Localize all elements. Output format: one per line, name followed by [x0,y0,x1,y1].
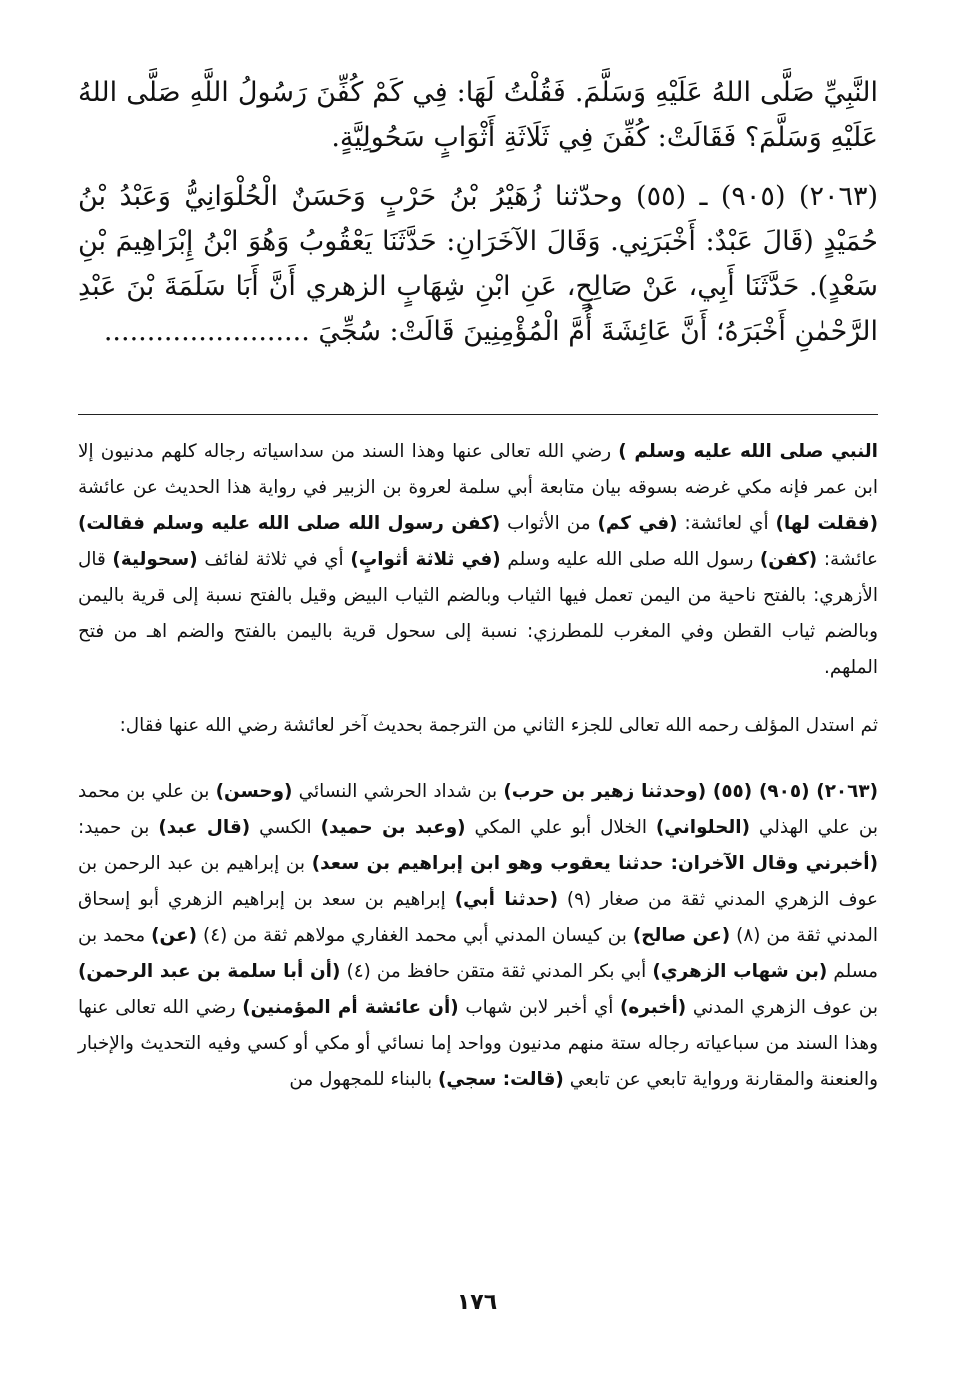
commentary-bold-quote: (في ثلاثة أثوابٍ) [350,549,501,570]
commentary-bold-quote: (كفن) [759,549,818,570]
commentary-paragraph-1 [78,434,878,686]
commentary-bold-quote: (أن عائشة أم المؤمنين) [242,997,459,1018]
commentary-text: محمد بن مسلم [78,925,878,982]
commentary-text: من الأثواب [500,513,598,534]
commentary-text: عائشة: [817,549,878,570]
commentary-bold-quote: النبي صلى الله عليه وسلم ) [618,441,878,462]
commentary-bold-quote: (حدثنا أبي) [454,889,558,910]
commentary-bold-quote: (٢٠٦٣) (٩٠٥) (٥٥) (وحدثنا زهير بن حرب) [503,781,879,802]
commentary-text: أي في ثلاثة لفائف [197,549,351,570]
footnote-divider [78,414,878,415]
hadith-paragraph-1: النَّبِيِّ صَلَّى اللهُ عَلَيْهِ وَسَلَّمَ. فَقُلْتُ لَهَا: فِي كَمْ كُفِّنَ رَسُولُ اللَّهِ صَلَّى اللهُ عَلَيْهِ وَسَلَّمَ؟ فَقَالَتْ: كُفِّنَ فِي ثَلَاثَةِ أَثْوَابٍ سَحُولِيَّةٍ. [78,77,878,153]
commentary-text: رسول الله صلى الله عليه وسلم [500,549,760,570]
commentary-bold-quote: (الحلواني) [655,817,751,838]
commentary-bold-quote: (أخبرني وقال الآخران: حدثنا يعقوب وهو ابن إبراهيم بن سعد) [311,853,878,874]
commentary-bold-quote: (سحولية) [112,549,198,570]
commentary-bold-quote: (بن شهاب الزهري) [652,961,828,982]
commentary-bold-quote: (في كم) [597,513,678,534]
commentary-text: بن إبراهيم بن عبد الرحمن بن عوف الزهري المدني ثقة من صغار (٩) [78,853,878,910]
commentary-text: أبي بكر المدني ثقة متقن حافظ من (٤) [340,961,653,982]
page-number: ١٧٦ [456,1290,498,1315]
commentary-bold-quote: (عن صالح) [632,925,731,946]
commentary-text: رضي الله تعالى عنها وهذا السند من سداسياته رجاله كلهم مدنيون إلا ابن عمر فإنه مكي غرضه بسوقه بيان متابعة أبي سلمة لعروة بن الزبير في رواية هذا الحديث عن عائشة [78,441,878,498]
commentary-text: ثم استدل المؤلف رحمه الله تعالى للجزء الثاني من الترجمة بحديث آخر لعائشة رضي الله عنها فقال: [119,715,878,736]
commentary-bold-quote: (كفن رسول الله صلى الله عليه وسلم فقالت) [78,513,501,534]
hadith-paragraph-2: (٢٠٦٣) (٩٠٥) ـ (٥٥) وحدّثنا زُهَيْرُ بْنُ حَرْبٍ وَحَسَنٌ الْحُلْوَانِيُّ وَعَبْدُ بْنُ حُمَيْدٍ (قَالَ عَبْدٌ: أَخْبَرَنِي. وَقَالَ الآخَرَانِ: حَدَّثَنَا يَعْقُوبُ وَهُوَ ابْنُ إِبْرَاهِيمَ بْنِ سَعْدٍ). حَدَّثَنَا أَبِي، عَنْ صَالِحٍ، عَنِ ابْنِ شِهَابٍ الزهري أَنَّ أَبَا سَلَمَةَ بْنَ عَبْدِ الرَّحْمٰنِ أَخْبَرَهُ؛ أَنَّ عَائِشَةَ أُمَّ الْمُؤْمِنِينَ قَالَتْ: سُجِّيَ ........................ [78,181,878,347]
commentary-bold-quote: (وحسن) [215,781,293,802]
commentary-text: رضي الله تعالى عنها وهذا السند من سباعياته رجاله ستة منهم مدنيون وواحد إما نسائي أو مكي أو كسي وفيه التحديث والإخبار والعنعنة والمقارنة ورواية تابعي عن تابعي [78,997,878,1090]
commentary-bold-quote: (قال عبد) [158,817,251,838]
commentary-text: بالبناء للمجهول من [289,1069,438,1090]
commentary-text: بن شداد الحرشي النسائي [292,781,504,802]
commentary [78,434,878,1098]
commentary-text: إبراهيم بن سعد بن إبراهيم الزهري أبو إسحاق المدني ثقة من (٨) [78,889,878,946]
commentary-text: قال الأزهري: بالفتح ناحية من اليمن تعمل فيها الثياب وبالضم الثياب البيض وقيل بالفتح نسبة إلى قرية باليمن وبالضم ثياب القطن وفي المغرب للمطرزي: نسبة إلى سحول قرية باليمن بالفتح والضم اهـ من فتح الملهم. [78,549,878,678]
commentary-paragraph-2 [78,708,878,744]
hadith-text [78,70,878,354]
commentary-text: الخلال أبو علي المكي [465,817,656,838]
commentary-bold-quote: (فقلت لها) [775,513,879,534]
commentary-paragraph-3 [78,774,878,1098]
commentary-text: بن كيسان المدني أبي محمد الغفاري مولاهم ثقة من (٤) [197,925,633,946]
commentary-text: بن عوف الزهري المدني [686,997,878,1018]
commentary-bold-quote: (وعبد بن حميد) [320,817,466,838]
commentary-text: بن علي بن محمد بن علي الهذلي [78,781,878,838]
commentary-text: بن حميد: [78,817,159,838]
commentary-bold-quote: (قالت: سجي) [438,1069,564,1090]
commentary-bold-quote: (أن أبا سلمة بن عبد الرحمن) [78,961,341,982]
commentary-text: أي لعائشة: [677,513,776,534]
commentary-text: الكسي [250,817,321,838]
commentary-bold-quote: (أخبره) [620,997,687,1018]
commentary-text: أي أخبر لابن شهاب [458,997,621,1018]
commentary-bold-quote: (عن) [151,925,198,946]
